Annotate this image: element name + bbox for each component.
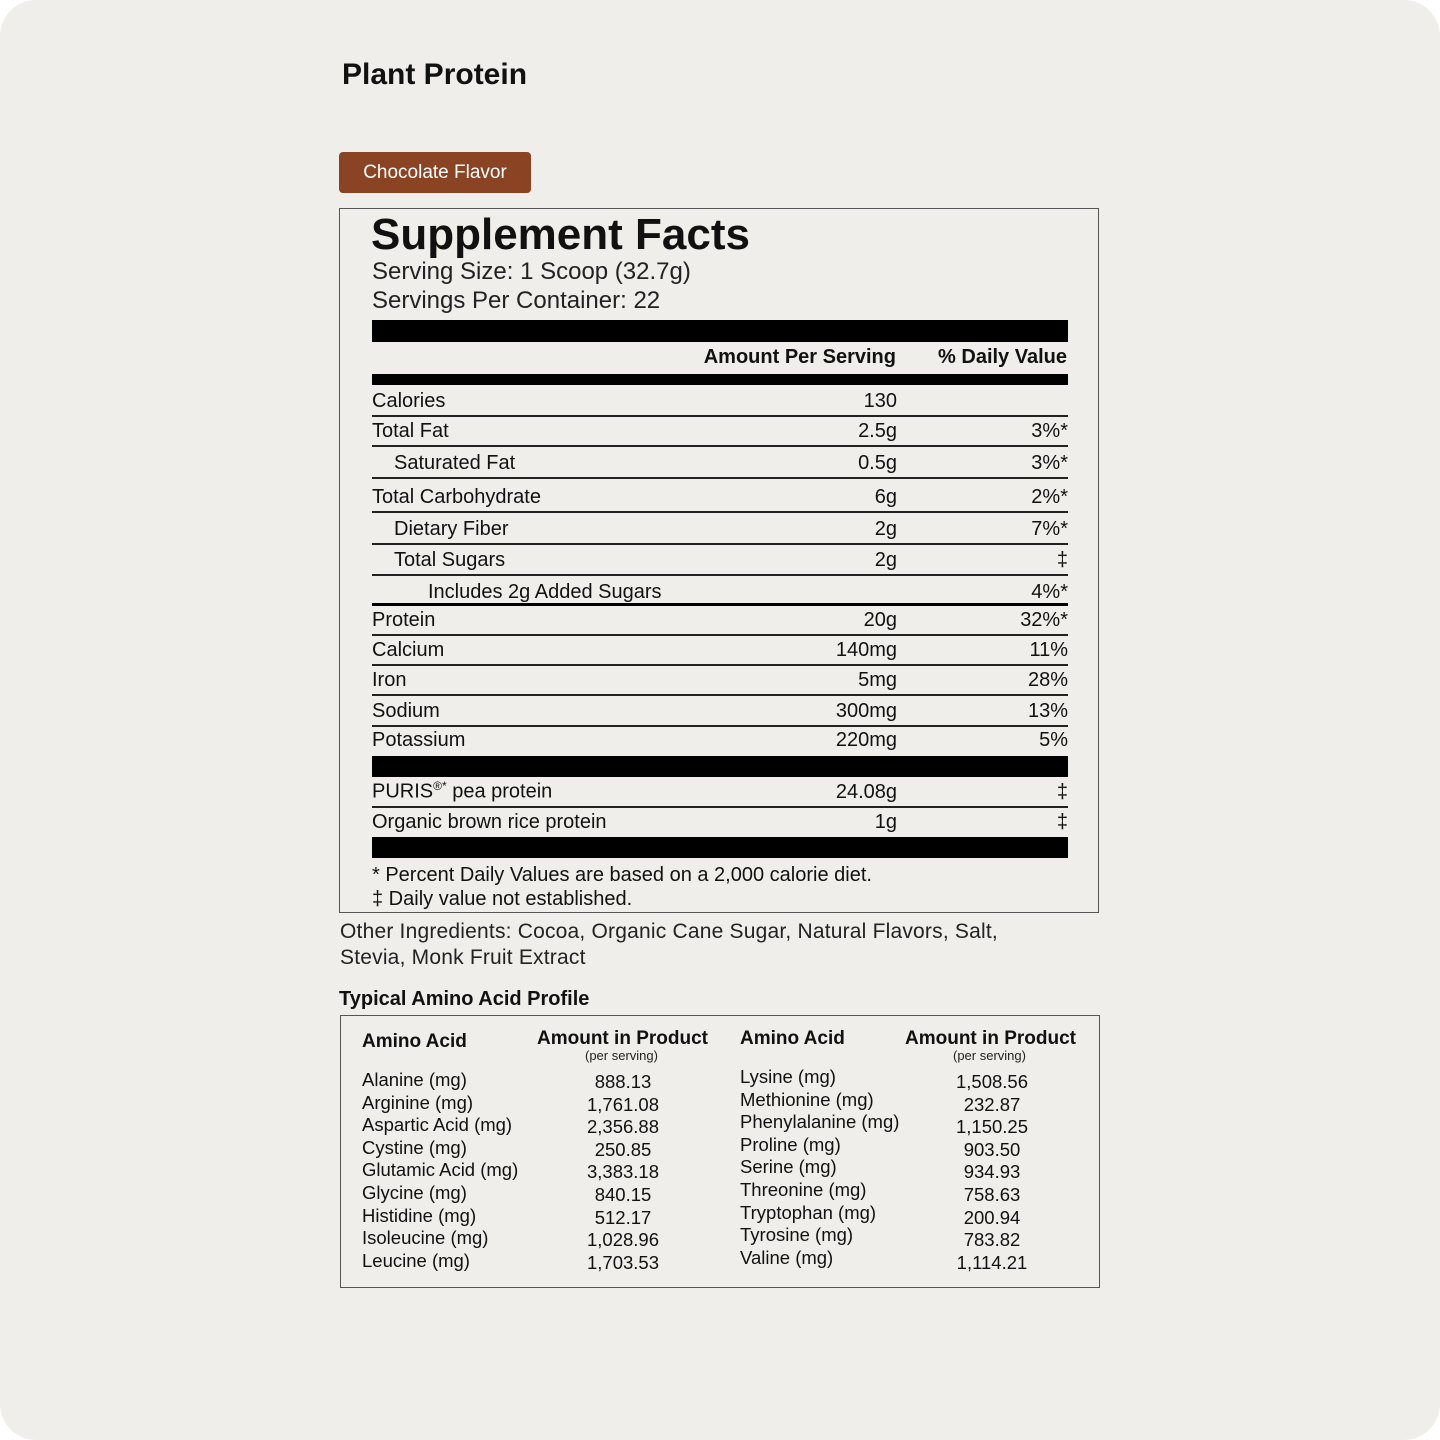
amino-name: Arginine (mg) bbox=[362, 1091, 474, 1113]
nutrient-row bbox=[372, 576, 1068, 606]
nutrient-label: Saturated Fat bbox=[394, 452, 516, 474]
blend-row bbox=[372, 776, 1068, 808]
nutrient-dv: 11% bbox=[1029, 639, 1068, 661]
blend-amount: 1g bbox=[874, 811, 897, 833]
amount-header: Amount in Product bbox=[905, 1028, 1076, 1049]
nutrient-label: Includes 2g Added Sugars bbox=[428, 581, 662, 603]
nutrient-row bbox=[372, 634, 1068, 666]
amino-values-left bbox=[563, 1071, 683, 1274]
nutrient-amount: 5mg bbox=[858, 669, 897, 691]
blend-label: PURIS®* pea protein bbox=[372, 779, 553, 803]
nutrient-amount: 0.5g bbox=[858, 452, 897, 474]
per-serving-note: (per serving) bbox=[953, 1048, 1026, 1063]
blend-dv: ‡ bbox=[1056, 811, 1068, 833]
nutrient-row bbox=[372, 385, 1068, 417]
amino-acid-header: Amino Acid bbox=[740, 1028, 845, 1049]
amino-value: 840.15 bbox=[594, 1183, 652, 1205]
nutrient-amount: 2g bbox=[874, 549, 897, 571]
nutrient-row bbox=[372, 415, 1068, 447]
daily-value-header: % Daily Value bbox=[938, 346, 1067, 368]
nutrient-dv: 28% bbox=[1027, 669, 1068, 691]
nutrient-row bbox=[372, 513, 1068, 545]
nutrient-row bbox=[372, 604, 1068, 636]
nutrient-amount: 140mg bbox=[835, 639, 897, 661]
nutrient-dv: 13% bbox=[1027, 700, 1068, 722]
nutrient-row bbox=[372, 544, 1068, 576]
amount-header: Amount in Product bbox=[537, 1028, 708, 1049]
medium-divider bbox=[372, 374, 1068, 385]
amino-value: 888.13 bbox=[594, 1071, 652, 1092]
nutrient-row bbox=[372, 481, 1068, 513]
other-ingredients-line: Stevia, Monk Fruit Extract bbox=[340, 946, 586, 969]
amino-value: 1,703.53 bbox=[586, 1251, 659, 1273]
amino-name: Lysine (mg) bbox=[740, 1066, 836, 1087]
nutrient-dv: ‡ bbox=[1056, 549, 1068, 571]
amino-value: 903.50 bbox=[963, 1138, 1021, 1160]
nutrient-label: Protein bbox=[372, 609, 436, 631]
amino-value: 1,114.21 bbox=[956, 1251, 1028, 1273]
nutrient-label: Calories bbox=[372, 390, 446, 412]
amino-profile-title: Typical Amino Acid Profile bbox=[339, 988, 590, 1010]
amino-name: Histidine (mg) bbox=[362, 1204, 477, 1226]
nutrient-amount: 220mg bbox=[835, 729, 897, 751]
nutrient-label: Dietary Fiber bbox=[394, 518, 509, 540]
blend-row bbox=[372, 806, 1068, 836]
nutrient-label: Potassium bbox=[372, 729, 466, 751]
blend-amount: 24.08g bbox=[835, 781, 897, 803]
amino-name: Threonine (mg) bbox=[740, 1178, 867, 1200]
nutrient-amount: 2g bbox=[874, 518, 897, 540]
amino-value: 3,383.18 bbox=[586, 1161, 659, 1183]
amino-value: 758.63 bbox=[963, 1183, 1021, 1205]
amino-value: 2,356.88 bbox=[586, 1116, 659, 1138]
amino-value: 1,508.56 bbox=[955, 1071, 1028, 1092]
amino-name: Aspartic Acid (mg) bbox=[362, 1114, 513, 1136]
amino-value: 1,028.96 bbox=[586, 1229, 659, 1251]
nutrient-amount: 20g bbox=[863, 609, 897, 631]
page-title: Plant Protein bbox=[342, 58, 528, 91]
nutrient-amount: 130 bbox=[863, 390, 897, 412]
amino-name: Cystine (mg) bbox=[362, 1136, 467, 1158]
per-serving-note: (per serving) bbox=[585, 1048, 658, 1063]
footnote-not-established: ‡ Daily value not established. bbox=[372, 888, 633, 910]
amino-value: 232.87 bbox=[963, 1093, 1021, 1115]
nutrient-label: Sodium bbox=[372, 700, 440, 722]
amino-value: 1,150.25 bbox=[955, 1116, 1028, 1138]
amino-acid-header: Amino Acid bbox=[362, 1031, 467, 1052]
amino-values-right bbox=[932, 1071, 1052, 1274]
amino-value: 783.82 bbox=[963, 1229, 1021, 1251]
amino-name: Alanine (mg) bbox=[362, 1069, 467, 1090]
other-ingredients bbox=[340, 919, 1040, 971]
nutrient-amount: 2.5g bbox=[858, 420, 897, 442]
amino-name: Serine (mg) bbox=[740, 1156, 837, 1178]
amino-name: Tryptophan (mg) bbox=[740, 1201, 877, 1223]
nutrient-row bbox=[372, 724, 1068, 754]
amino-names-right bbox=[740, 1066, 899, 1269]
nutrient-row bbox=[372, 447, 1068, 479]
serving-size: Serving Size: 1 Scoop (32.7g) bbox=[372, 258, 691, 285]
registered-mark: ®* bbox=[433, 779, 447, 794]
blend-dv: ‡ bbox=[1056, 781, 1068, 803]
flavor-button[interactable]: Chocolate Flavor bbox=[339, 152, 531, 193]
nutrient-label: Total Carbohydrate bbox=[372, 486, 541, 508]
servings-per-container: Servings Per Container: 22 bbox=[372, 287, 661, 314]
amino-name: Leucine (mg) bbox=[362, 1249, 470, 1271]
amino-name: Isoleucine (mg) bbox=[362, 1227, 489, 1249]
amino-name: Glycine (mg) bbox=[362, 1181, 467, 1203]
nutrient-dv: 2%* bbox=[1031, 486, 1068, 508]
amino-name: Methionine (mg) bbox=[740, 1088, 874, 1110]
amino-name: Tyrosine (mg) bbox=[740, 1224, 854, 1246]
nutrient-dv: 32%* bbox=[1020, 609, 1068, 631]
blend-label: Organic brown rice protein bbox=[372, 811, 607, 833]
amino-value: 250.85 bbox=[594, 1138, 652, 1160]
amino-name: Valine (mg) bbox=[740, 1246, 834, 1268]
thick-divider bbox=[372, 756, 1068, 777]
footnote-daily-values: * Percent Daily Values are based on a 2,000 calorie diet. bbox=[372, 864, 872, 886]
nutrient-amount: 6g bbox=[874, 486, 897, 508]
nutrient-dv: 3%* bbox=[1031, 452, 1068, 474]
amino-names-left bbox=[362, 1069, 518, 1272]
thick-divider bbox=[372, 320, 1068, 342]
nutrient-label: Total Sugars bbox=[394, 549, 506, 571]
nutrient-dv: 4%* bbox=[1031, 581, 1068, 603]
nutrient-row bbox=[372, 695, 1068, 727]
nutrient-dv: 7%* bbox=[1031, 518, 1068, 540]
amino-name: Glutamic Acid (mg) bbox=[362, 1159, 519, 1181]
thick-divider bbox=[372, 837, 1068, 858]
amino-value: 200.94 bbox=[963, 1206, 1021, 1228]
other-ingredients-line: Other Ingredients: Cocoa, Organic Cane Sugar, Natural Flavors, Salt, bbox=[340, 920, 998, 943]
nutrient-dv: 5% bbox=[1039, 729, 1068, 751]
nutrient-dv: 3%* bbox=[1031, 420, 1068, 442]
amino-name: Phenylalanine (mg) bbox=[740, 1111, 900, 1133]
nutrient-amount: 300mg bbox=[835, 700, 897, 722]
amino-value: 1,761.08 bbox=[586, 1093, 659, 1115]
nutrient-row bbox=[372, 664, 1068, 696]
nutrient-label: Calcium bbox=[372, 639, 445, 661]
nutrient-label: Total Fat bbox=[372, 420, 449, 442]
amino-value: 934.93 bbox=[963, 1161, 1021, 1183]
amino-name: Proline (mg) bbox=[740, 1133, 841, 1155]
amount-per-serving-header: Amount Per Serving bbox=[703, 346, 896, 368]
nutrient-label: Iron bbox=[372, 669, 407, 691]
supplement-facts-heading: Supplement Facts bbox=[371, 210, 750, 259]
amino-value: 512.17 bbox=[594, 1206, 652, 1228]
